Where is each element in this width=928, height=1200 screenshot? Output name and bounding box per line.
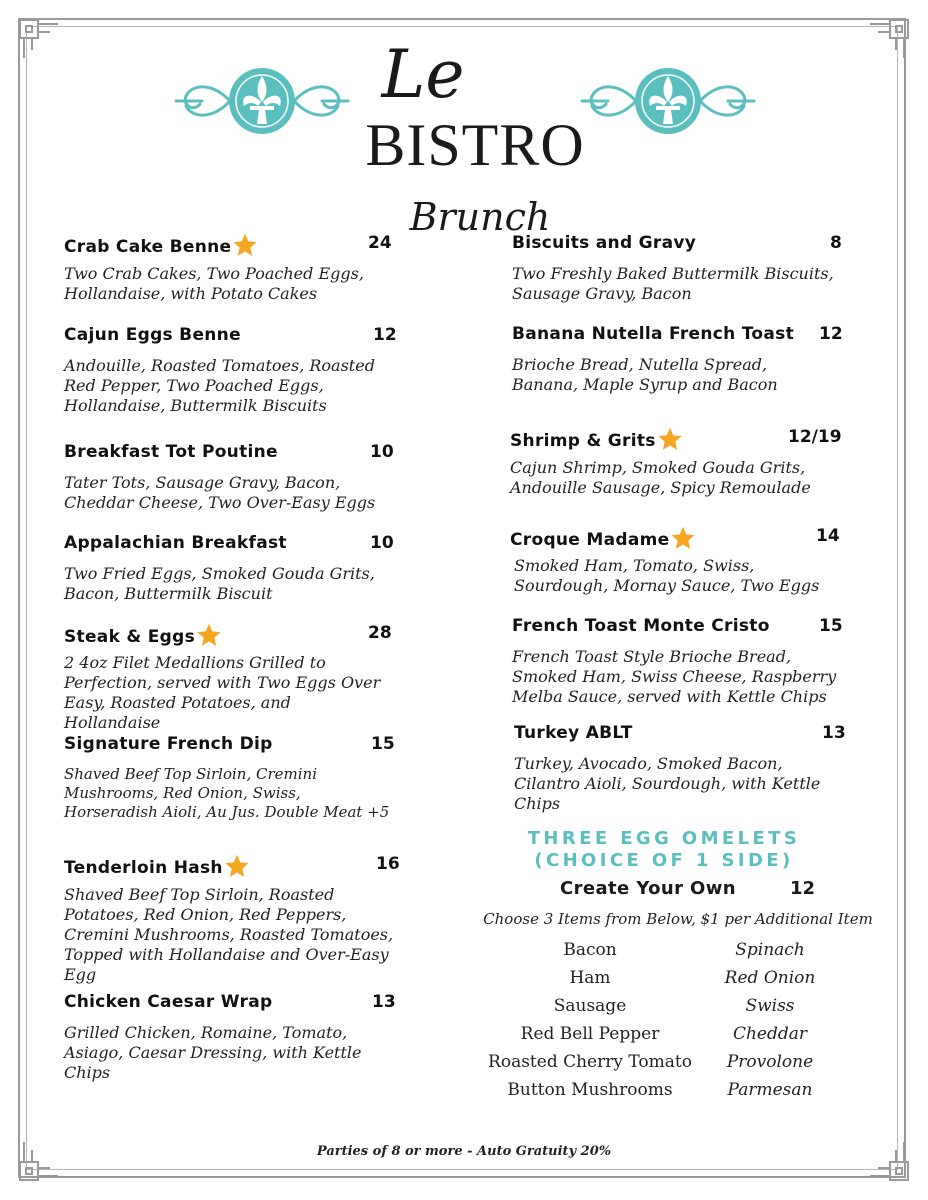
item-description: Cajun Shrimp, Smoked Gouda Grits, Andouille Sausage, Spicy Remoulade: [510, 458, 811, 497]
item-name: Banana Nutella French Toast: [512, 324, 795, 344]
item-description: Two Freshly Baked Buttermilk Biscuits, Sausage Gravy, Bacon: [512, 264, 834, 303]
omelet-option: Swiss: [745, 996, 795, 1016]
omelet-option: Provolone: [726, 1052, 814, 1072]
item-name: Steak & Eggs: [64, 627, 196, 647]
corner-ornament-icon: [18, 18, 64, 64]
item-name: Chicken Caesar Wrap: [64, 992, 273, 1012]
omelet-option: Red Bell Pepper: [520, 1024, 660, 1044]
item-description: Two Crab Cakes, Two Poached Eggs, Hollandaise, with Potato Cakes: [64, 264, 364, 303]
item-price: 8: [830, 233, 842, 253]
item-name: Tenderloin Hash: [64, 858, 223, 878]
omelet-option: Parmesan: [727, 1080, 813, 1100]
item-name: Turkey ABLT: [514, 723, 633, 743]
item-price: 13: [822, 723, 846, 743]
item-name: Breakfast Tot Poutine: [64, 442, 278, 462]
omelet-option: Bacon: [563, 940, 617, 960]
logo-le: Le: [381, 36, 465, 113]
omelet-option: Ham: [569, 968, 611, 988]
item-price: 14: [816, 526, 840, 546]
item-price: 10: [370, 533, 394, 553]
omelet-option: Button Mushrooms: [507, 1080, 673, 1100]
item-price: 13: [372, 992, 396, 1012]
fleur-de-lis-ornament-icon: [578, 62, 758, 140]
item-name: Croque Madame: [510, 530, 670, 550]
item-description: Andouille, Roasted Tomatoes, Roasted Red Pepper, Two Poached Eggs, Hollandaise, Buttermilk Biscuits: [64, 356, 375, 415]
item-description: Shaved Beef Top Sirloin, Cremini Mushrooms, Red Onion, Swiss, Horseradish Aioli, Au Jus. Double Meat +5: [64, 765, 390, 821]
item-description: Turkey, Avocado, Smoked Bacon, Cilantro Aioli, Sourdough, with Kettle Chips: [514, 754, 821, 813]
item-description: French Toast Style Brioche Bread, Smoked Ham, Swiss Cheese, Raspberry Melba Sauce, served with Kettle Chips: [512, 647, 837, 706]
item-price: 12: [819, 324, 843, 344]
omelet-option: Roasted Cherry Tomato: [488, 1052, 692, 1072]
item-price: 12: [373, 325, 397, 345]
item-name: Cajun Eggs Benne: [64, 325, 241, 345]
item-name: Crab Cake Benne: [64, 237, 232, 257]
item-description: Grilled Chicken, Romaine, Tomato, Asiago, Caesar Dressing, with Kettle Chips: [64, 1023, 362, 1082]
item-description: Tater Tots, Sausage Gravy, Bacon, Cheddar Cheese, Two Over-Easy Eggs: [64, 473, 376, 512]
item-name: French Toast Monte Cristo: [512, 616, 770, 636]
omelet-note: Choose 3 Items from Below, $1 per Additional Item: [483, 910, 873, 928]
item-description: 2 4oz Filet Medallions Grilled to Perfection, served with Two Eggs Over Easy, Roasted Potatoes, and Hollandaise: [64, 653, 381, 732]
omelet-section-title: THREE EGG OMELETS (CHOICE OF 1 SIDE): [527, 828, 801, 871]
item-price: 28: [368, 623, 392, 643]
logo-brunch: Brunch: [409, 195, 551, 239]
item-description: Smoked Ham, Tomato, Swiss, Sourdough, Mornay Sauce, Two Eggs: [514, 556, 820, 595]
gratuity-note: Parties of 8 or more - Auto Gratuity 20%: [316, 1144, 612, 1159]
create-your-own-name: Create Your Own: [560, 878, 736, 899]
fleur-de-lis-ornament-icon: [172, 62, 352, 140]
item-name: Signature French Dip: [64, 734, 273, 754]
item-name: Biscuits and Gravy: [512, 233, 697, 253]
item-price: 16: [376, 854, 400, 874]
star-icon: [196, 622, 222, 648]
item-price: 15: [819, 616, 843, 636]
omelet-option: Red Onion: [724, 968, 816, 988]
item-price: 15: [371, 734, 395, 754]
item-price: 12/19: [788, 427, 842, 447]
logo-bistro: BISTRO: [365, 112, 585, 178]
star-icon: [224, 853, 250, 879]
corner-ornament-icon: [864, 18, 910, 64]
restaurant-logo: [360, 36, 590, 239]
create-your-own-price: 12: [790, 878, 816, 899]
item-price: 10: [370, 442, 394, 462]
item-name: Shrimp & Grits: [510, 431, 656, 451]
omelet-option: Sausage: [553, 996, 627, 1016]
star-icon: [232, 232, 258, 258]
star-icon: [670, 525, 696, 551]
item-description: Brioche Bread, Nutella Spread, Banana, Maple Syrup and Bacon: [512, 355, 778, 394]
omelet-option: Cheddar: [732, 1024, 808, 1044]
item-price: 24: [368, 233, 392, 253]
star-icon: [657, 426, 683, 452]
item-description: Two Fried Eggs, Smoked Gouda Grits, Bacon, Buttermilk Biscuit: [64, 564, 375, 603]
item-name: Appalachian Breakfast: [64, 533, 287, 553]
item-description: Shaved Beef Top Sirloin, Roasted Potatoes, Red Onion, Red Peppers, Cremini Mushrooms, Roasted Tomatoes, Topped with Hollandaise and Over-Easy Egg: [64, 885, 394, 984]
omelet-option: Spinach: [735, 940, 805, 960]
